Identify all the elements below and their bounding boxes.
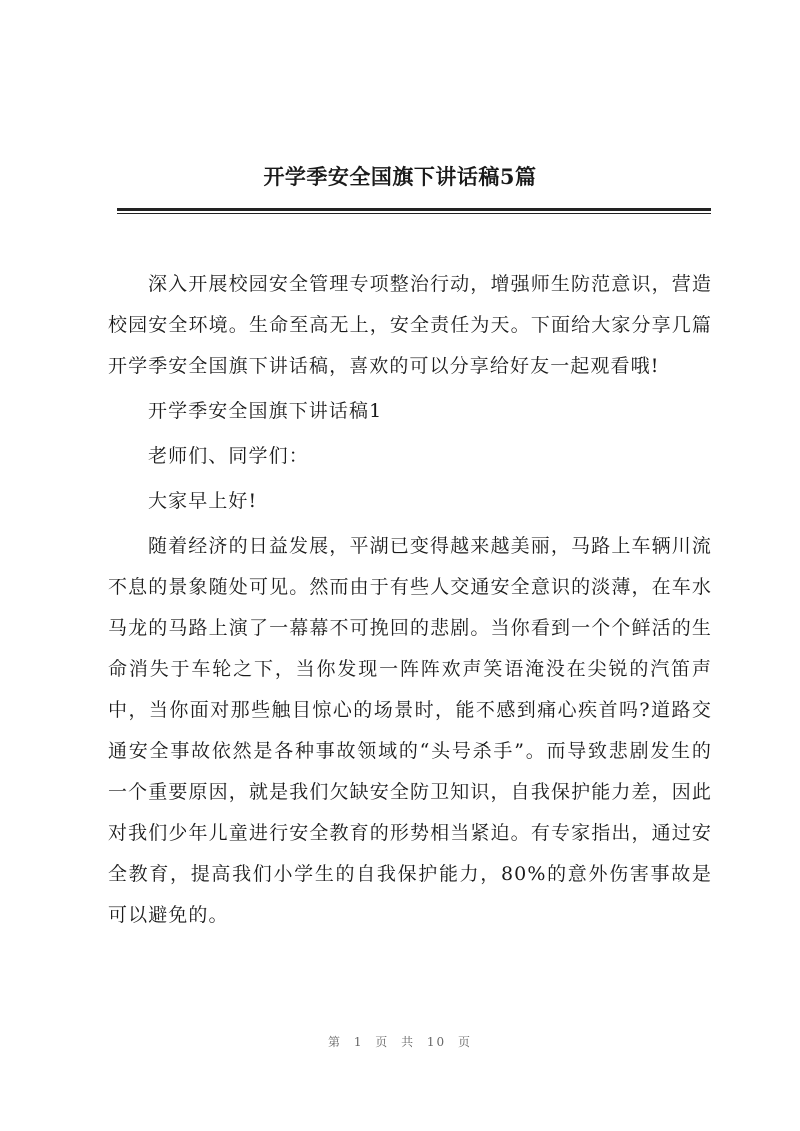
intro-paragraph: 深入开展校园安全管理专项整治行动，增强师生防范意识，营造校园安全环境。生命至高无上，安全责任为天。下面给大家分享几篇开学季安全国旗下讲话稿，喜欢的可以分享给好友一起观看哦!	[108, 273, 712, 377]
document-title: 开学季安全国旗下讲话稿5篇	[263, 164, 537, 189]
greeting: 大家早上好!	[148, 490, 258, 512]
section-heading: 开学季安全国旗下讲话稿1	[148, 400, 383, 422]
title-divider-thin	[117, 213, 711, 214]
title-divider	[117, 208, 711, 211]
page-footer: 第 1 页 共 10 页	[328, 1035, 472, 1049]
body-paragraph: 随着经济的日益发展，平湖已变得越来越美丽，马路上车辆川流不息的景象随处可见。然而由于有些人交通安全意识的淡薄，在车水马龙的马路上演了一幕幕不可挽回的悲剧。当你看到一个个鲜活的生命消失于车轮之下，当你发现一阵阵欢声笑语淹没在尖锐的汽笛声中，当你面对那些触目惊心的场景时，能不感到痛心疾首吗?道路交通安全事故依然是各种事故领域的“头号杀手”。而导致悲剧发生的一个重要原因，就是我们欠缺安全防卫知识，自我保护能力差，因此对我们少年儿童进行安全教育的形势相当紧迫。有专家指出，通过安全教育，提高我们小学生的自我保护能力，80%的意外伤害事故是可以避免的。	[108, 535, 712, 926]
salutation: 老师们、同学们：	[148, 445, 309, 467]
document-body	[108, 264, 712, 936]
